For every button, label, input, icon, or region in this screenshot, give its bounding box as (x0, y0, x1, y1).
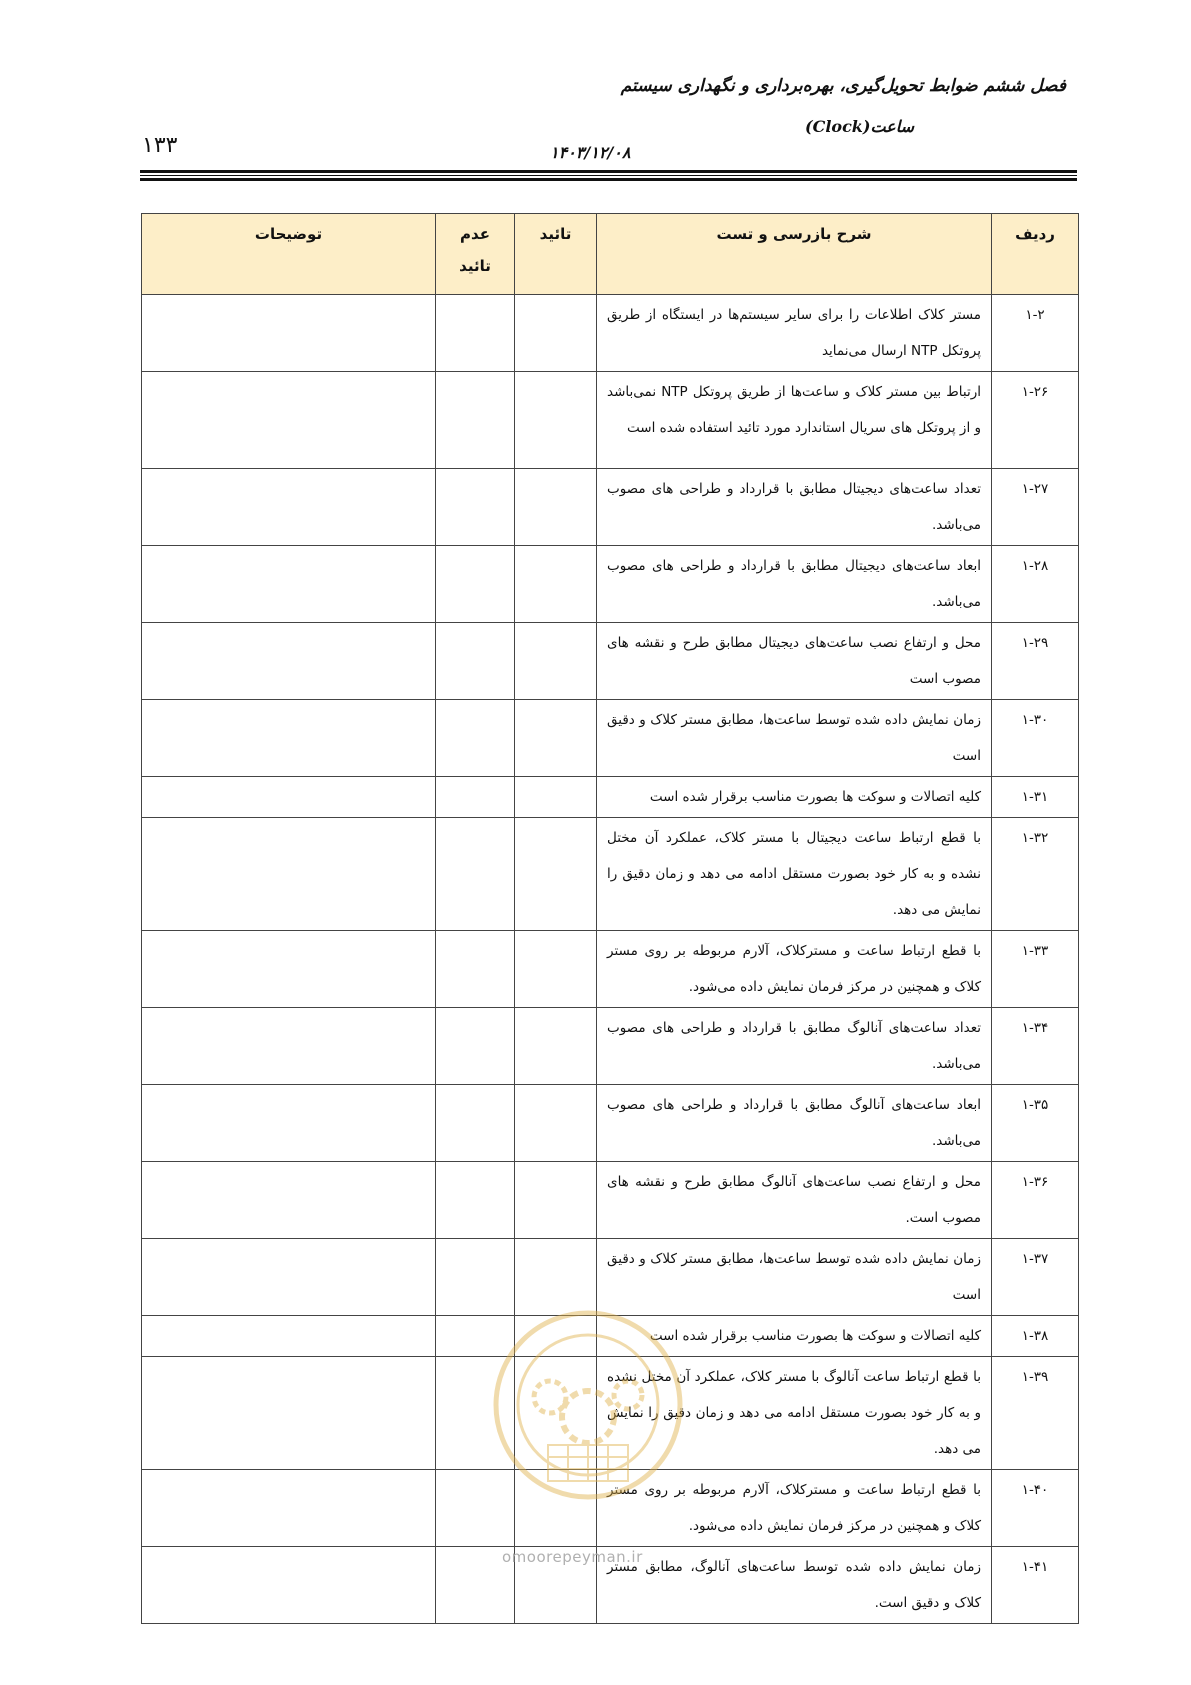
approve-cell[interactable] (515, 700, 597, 777)
approve-cell[interactable] (515, 1008, 597, 1085)
approve-cell[interactable] (515, 623, 597, 700)
row-description: محل و ارتفاع نصب ساعت‌های دیجیتال مطابق طرح و نقشه های مصوب است (597, 623, 992, 700)
reject-cell[interactable] (436, 469, 515, 546)
reject-cell[interactable] (436, 777, 515, 818)
table-row (142, 1162, 1079, 1239)
row-number: ۱-۲۹ (992, 623, 1079, 700)
notes-cell[interactable] (142, 372, 436, 469)
approve-cell[interactable] (515, 1162, 597, 1239)
row-description: تعداد ساعت‌های آنالوگ مطابق با قرارداد و طراحی های مصوب می‌باشد. (597, 1008, 992, 1085)
document-date: ۱۴۰۳/۱۲/۰۸ (550, 143, 631, 162)
row-number: ۱-۳۶ (992, 1162, 1079, 1239)
table-row (142, 1085, 1079, 1162)
reject-cell[interactable] (436, 1239, 515, 1316)
row-description: زمان نمایش داده شده توسط ساعت‌ها، مطابق مستر کلاک و دقیق است (597, 1239, 992, 1316)
notes-cell[interactable] (142, 469, 436, 546)
table-row (142, 623, 1079, 700)
header-reject: عدم تائید (436, 214, 515, 295)
reject-cell[interactable] (436, 372, 515, 469)
row-description: ارتباط بین مستر کلاک و ساعت‌ها از طریق پروتکل NTP نمی‌باشد و از پروتکل های سریال استاندارد مورد تائید استفاده شده است (597, 372, 992, 469)
reject-cell[interactable] (436, 1085, 515, 1162)
table-row (142, 546, 1079, 623)
notes-cell[interactable] (142, 1357, 436, 1470)
notes-cell[interactable] (142, 623, 436, 700)
table-row (142, 1008, 1079, 1085)
approve-cell[interactable] (515, 469, 597, 546)
approve-cell[interactable] (515, 818, 597, 931)
table-row (142, 777, 1079, 818)
row-number: ۱-۴۱ (992, 1547, 1079, 1624)
reject-cell[interactable] (436, 1162, 515, 1239)
notes-cell[interactable] (142, 931, 436, 1008)
notes-cell[interactable] (142, 295, 436, 372)
header-approve: تائید (515, 214, 597, 295)
row-description: با قطع ارتباط ساعت آنالوگ با مستر کلاک، عملکرد آن مختل نشده و به کار خود بصورت مستقل ادامه می دهد و زمان دقیق را نمایش می دهد. (597, 1357, 992, 1470)
reject-cell[interactable] (436, 700, 515, 777)
row-number: ۱-۴۰ (992, 1470, 1079, 1547)
header-notes: توضیحات (142, 214, 436, 295)
row-description: با قطع ارتباط ساعت و مسترکلاک، آلارم مربوطه بر روی مستر کلاک و همچنین در مرکز فرمان نمایش داده می‌شود. (597, 931, 992, 1008)
row-number: ۱-۲۶ (992, 372, 1079, 469)
row-description: ابعاد ساعت‌های آنالوگ مطابق با قرارداد و طراحی های مصوب می‌باشد. (597, 1085, 992, 1162)
reject-cell[interactable] (436, 931, 515, 1008)
reject-cell[interactable] (436, 623, 515, 700)
page-number: ۱۳۳ (142, 133, 178, 158)
table-row (142, 700, 1079, 777)
header-row-number: ردیف (992, 214, 1079, 295)
reject-cell[interactable] (436, 1008, 515, 1085)
row-number: ۱-۳۱ (992, 777, 1079, 818)
row-number: ۱-۳۵ (992, 1085, 1079, 1162)
notes-cell[interactable] (142, 1239, 436, 1316)
header-rule-top (140, 170, 1077, 173)
header-rule-bottom (140, 178, 1077, 181)
reject-cell[interactable] (436, 295, 515, 372)
notes-cell[interactable] (142, 546, 436, 623)
approve-cell[interactable] (515, 777, 597, 818)
row-number: ۱-۲۷ (992, 469, 1079, 546)
header-rule-middle (140, 175, 1077, 176)
row-description: زمان نمایش داده شده توسط ساعت‌ها، مطابق مستر کلاک و دقیق است (597, 700, 992, 777)
table-row (142, 295, 1079, 372)
row-description: کلیه اتصالات و سوکت ها بصورت مناسب برقرار شده است (597, 777, 992, 818)
notes-cell[interactable] (142, 777, 436, 818)
row-description: ابعاد ساعت‌های دیجیتال مطابق با قرارداد و طراحی های مصوب می‌باشد. (597, 546, 992, 623)
row-description: تعداد ساعت‌های دیجیتال مطابق با قرارداد و طراحی های مصوب می‌باشد. (597, 469, 992, 546)
table-row (142, 1239, 1079, 1316)
notes-cell[interactable] (142, 1085, 436, 1162)
watermark-url: omoorepeyman.ir (502, 1548, 643, 1566)
table-row (142, 372, 1079, 469)
row-number: ۱-۳۴ (992, 1008, 1079, 1085)
notes-cell[interactable] (142, 700, 436, 777)
row-number: ۱-۳۰ (992, 700, 1079, 777)
notes-cell[interactable] (142, 1008, 436, 1085)
header-description: شرح بازرسی و تست (597, 214, 992, 295)
row-number: ۱-۳۷ (992, 1239, 1079, 1316)
row-description: کلیه اتصالات و سوکت ها بصورت مناسب برقرار شده است (597, 1316, 992, 1357)
notes-cell[interactable] (142, 1470, 436, 1547)
section-subtitle: ساعت(Clock) (805, 117, 914, 136)
table-row (142, 469, 1079, 546)
approve-cell[interactable] (515, 546, 597, 623)
row-description: با قطع ارتباط ساعت و مسترکلاک، آلارم مربوطه بر روی مستر کلاک و همچنین در مرکز فرمان نمایش داده می‌شود. (597, 1470, 992, 1547)
row-number: ۱-۲ (992, 295, 1079, 372)
table-row (142, 931, 1079, 1008)
row-number: ۱-۳۸ (992, 1316, 1079, 1357)
row-description: با قطع ارتباط ساعت دیجیتال با مستر کلاک، عملکرد آن مختل نشده و به کار خود بصورت مستقل ادامه می دهد و زمان دقیق را نمایش می دهد. (597, 818, 992, 931)
table-header-row (142, 214, 1079, 295)
notes-cell[interactable] (142, 1316, 436, 1357)
notes-cell[interactable] (142, 818, 436, 931)
reject-cell[interactable] (436, 546, 515, 623)
row-description: زمان نمایش داده شده توسط ساعت‌های آنالوگ، مطابق مستر کلاک و دقیق است. (597, 1547, 992, 1624)
row-description: محل و ارتفاع نصب ساعت‌های آنالوگ مطابق طرح و نقشه های مصوب است. (597, 1162, 992, 1239)
approve-cell[interactable] (515, 931, 597, 1008)
row-number: ۱-۳۳ (992, 931, 1079, 1008)
row-number: ۱-۳۹ (992, 1357, 1079, 1470)
notes-cell[interactable] (142, 1162, 436, 1239)
chapter-title: فصل ششم ضوابط تحویل‌گیری، بهره‌برداری و نگهداری سیستم (620, 76, 1066, 96)
row-number: ۱-۳۲ (992, 818, 1079, 931)
approve-cell[interactable] (515, 295, 597, 372)
reject-cell[interactable] (436, 818, 515, 931)
seal-watermark (488, 1305, 688, 1505)
approve-cell[interactable] (515, 1085, 597, 1162)
row-number: ۱-۲۸ (992, 546, 1079, 623)
row-description: مستر کلاک اطلاعات را برای سایر سیستم‌ها در ایستگاه از طریق پروتکل NTP ارسال می‌نماید (597, 295, 992, 372)
approve-cell[interactable] (515, 1239, 597, 1316)
approve-cell[interactable] (515, 372, 597, 469)
table-row (142, 818, 1079, 931)
notes-cell[interactable] (142, 1547, 436, 1624)
